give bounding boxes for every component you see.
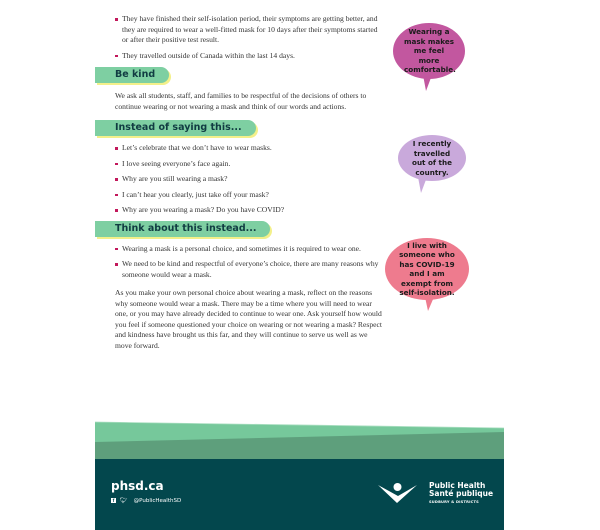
list-item: They have finished their self-isolation period, their symptoms are getting better, and they are required to wear a well-fitted mask for 10 days after their symptoms started or after their positive test result. [121, 14, 385, 46]
facebook-icon[interactable]: f [112, 498, 115, 503]
public-health-logo [377, 481, 493, 505]
speech-bubble-comfortable [393, 23, 465, 79]
section-heading-think: Think about this instead... [95, 221, 270, 237]
main-content [95, 0, 385, 351]
speech-bubble-travelled [398, 135, 466, 181]
bubble-text: I recently travelled out of the country. [412, 139, 452, 177]
list-item: Let’s celebrate that we don’t have to wear masks. [121, 143, 385, 154]
footer-decorative-stripes [95, 420, 504, 460]
list-item: We need to be kind and respectful of everyone’s choice, there are many reasons why someone would wear a mask. [121, 259, 385, 280]
social-handle[interactable]: @PublicHealthSD [133, 497, 182, 504]
list-item: They travelled outside of Canada within the last 14 days. [121, 51, 385, 62]
bubble-text: Wearing a mask makes me feel more comfortable. [404, 27, 456, 75]
section-heading-be-kind: Be kind [95, 67, 169, 83]
be-kind-paragraph: We ask all students, staff, and families to be respectful of the decisions of others to continue wearing or not wearing a mask and think of our words and actions. [115, 91, 367, 111]
bubble-text: I live with someone who has COVID-19 and I am exempt from self-isolation. [399, 240, 455, 297]
social-links [111, 497, 181, 504]
logo-text [429, 482, 493, 505]
logo-line-english: Public Health [429, 480, 486, 490]
think-bullet-list [95, 244, 385, 281]
list-item: Wearing a mask is a personal choice, and sometimes it is required to wear one. [121, 244, 385, 255]
person-check-logo-icon [377, 481, 421, 505]
list-item: I can’t hear you clearly, just take off your mask? [121, 190, 385, 201]
bubble-tail [423, 75, 432, 91]
logo-line-region: SUDBURY & DISTRICTS [429, 499, 479, 504]
speech-bubble-exempt [385, 238, 469, 300]
section-heading-instead: Instead of saying this... [95, 120, 256, 136]
twitter-icon[interactable]: 🐦︎ [120, 497, 128, 504]
bubble-tail [418, 177, 427, 193]
closing-paragraph: As you make your own personal choice about wearing a mask, reflect on the reasons why someone would wear a mask. There may be a time where you will need to wear one, or you may have already decided to continue to wear one. Ask yourself how would you feel if someone questioned your choice on wearing or not wearing a mask? Respect and kindness have brought us this far, and they will continue to serve us well as we move forward. [115, 288, 382, 350]
list-item: Why are you still wearing a mask? [121, 174, 385, 185]
bubble-tail [425, 297, 434, 311]
document-page [95, 0, 504, 530]
list-item: Why are you wearing a mask? Do you have COVID? [121, 205, 385, 216]
website-link[interactable]: phsd.ca [111, 479, 164, 493]
intro-bullet-list [95, 14, 385, 61]
logo-line-french: Santé publique [429, 489, 494, 498]
list-item: I love seeing everyone’s face again. [121, 159, 385, 170]
footer [95, 459, 504, 530]
instead-bullet-list [95, 143, 385, 216]
